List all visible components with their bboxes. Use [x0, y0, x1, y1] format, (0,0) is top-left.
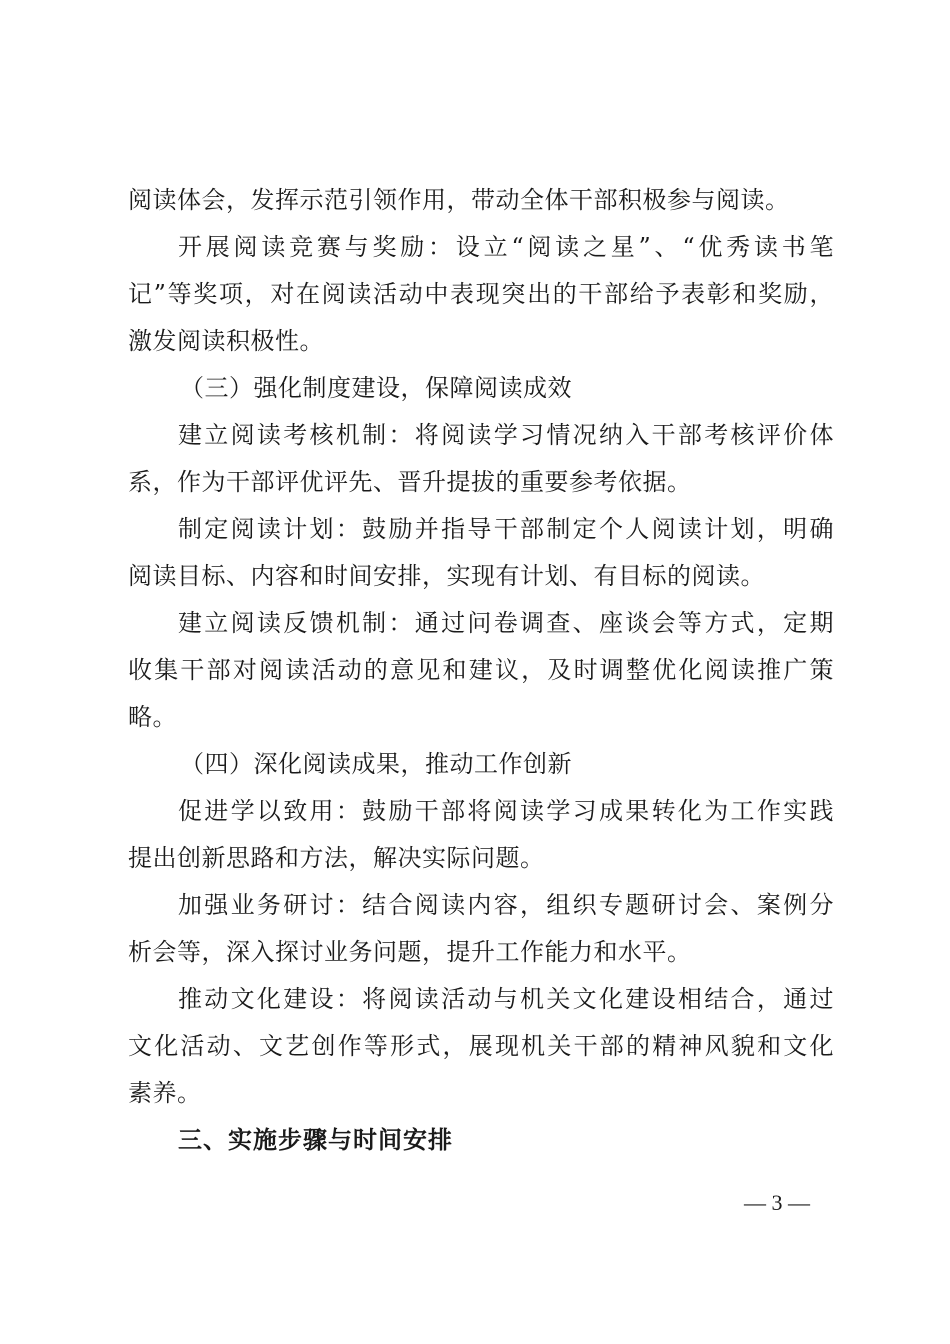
paragraph-line: 建立阅读反馈机制：通过问卷调查、座谈会等方式，定期: [178, 609, 834, 637]
section-heading: （四）深化阅读成果，推动工作创新: [180, 750, 572, 778]
paragraph-line: 记”等奖项，对在阅读活动中表现突出的干部给予表彰和奖励，: [128, 280, 834, 308]
paragraph-line: 推动文化建设：将阅读活动与机关文化建设相结合，通过: [178, 985, 834, 1013]
paragraph-line: 制定阅读计划：鼓励并指导干部制定个人阅读计划，明确: [178, 515, 834, 543]
paragraph-line: 促进学以致用：鼓励干部将阅读学习成果转化为工作实践: [178, 797, 834, 825]
chapter-heading: 三、实施步骤与时间安排: [178, 1126, 453, 1154]
paragraph-line: 提出创新思路和方法，解决实际问题。: [128, 844, 545, 872]
paragraph-line: 建立阅读考核机制：将阅读学习情况纳入干部考核评价体: [178, 421, 834, 449]
paragraph-line: 加强业务研讨：结合阅读内容，组织专题研讨会、案例分: [178, 891, 834, 919]
paragraph-line: 开展阅读竞赛与奖励：设立“阅读之星”、“优秀读书笔: [178, 233, 834, 261]
paragraph-line: 素养。: [128, 1079, 202, 1107]
paragraph-line: 阅读目标、内容和时间安排，实现有计划、有目标的阅读。: [128, 562, 765, 590]
paragraph-line: 阅读体会，发挥示范引领作用，带动全体干部积极参与阅读。: [128, 186, 790, 214]
paragraph-line: 略。: [128, 703, 177, 731]
document-body: [128, 177, 834, 1164]
paragraph-line: 析会等，深入探讨业务问题，提升工作能力和水平。: [128, 938, 692, 966]
paragraph-line: 收集干部对阅读活动的意见和建议，及时调整优化阅读推广策: [128, 656, 834, 684]
paragraph-line: 激发阅读积极性。: [128, 327, 324, 355]
paragraph-line: 系，作为干部评优评先、晋升提拔的重要参考依据。: [128, 468, 692, 496]
paragraph-line: 文化活动、文艺创作等形式，展现机关干部的精神风貌和文化: [128, 1032, 834, 1060]
section-heading: （三）强化制度建设，保障阅读成效: [180, 374, 572, 402]
page-number: — 3 —: [744, 1190, 810, 1215]
